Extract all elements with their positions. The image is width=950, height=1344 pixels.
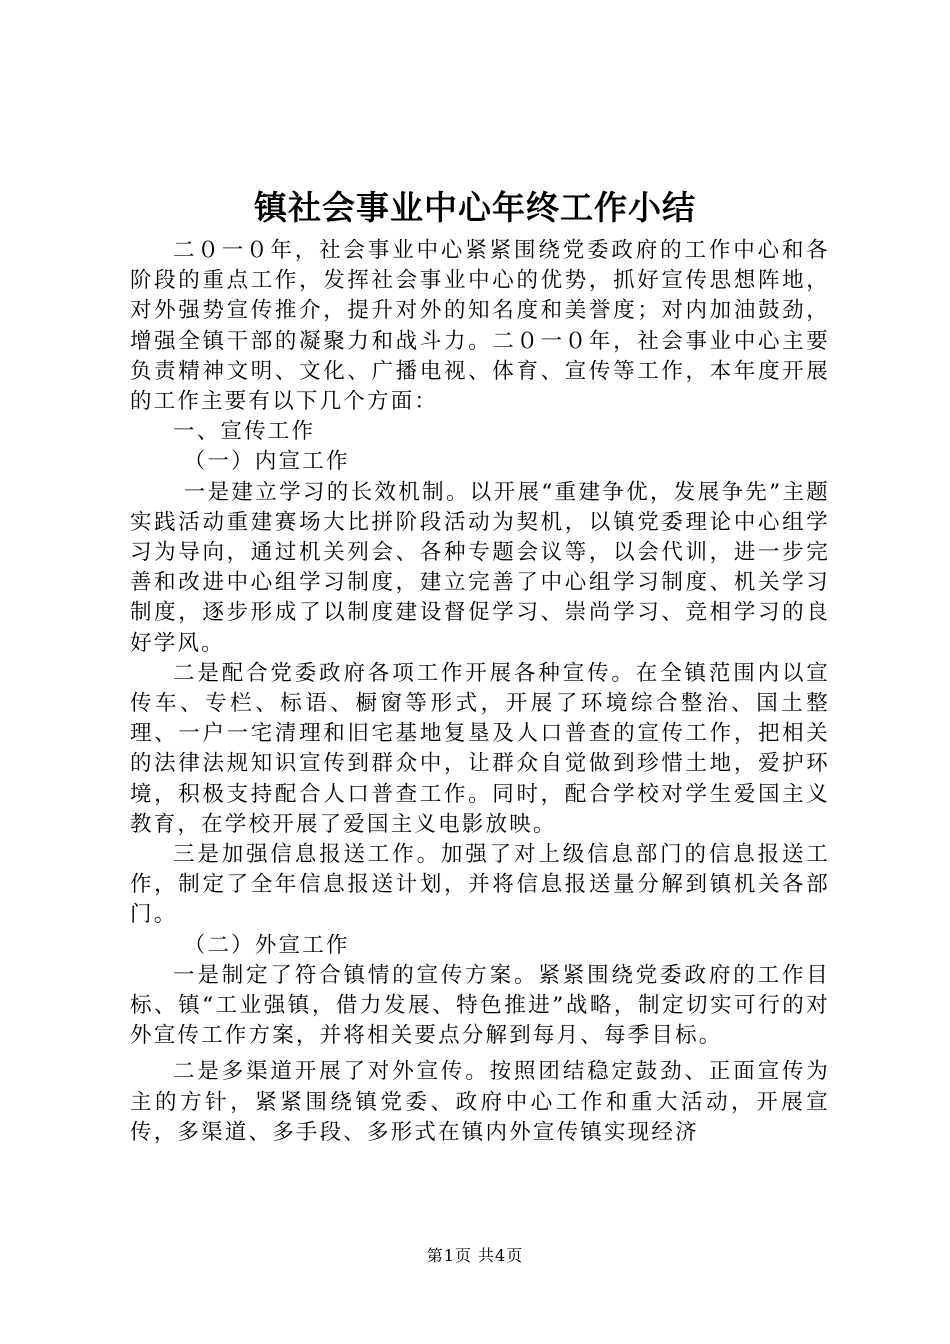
section-heading-publicity: 一、宣传工作 bbox=[173, 419, 316, 445]
subsection-heading-external: （二）外宣工作 bbox=[183, 932, 350, 958]
paragraph-information-reporting: 三是加强信息报送工作。加强了对上级信息部门的信息报送工作，制定了全年信息报送计划，并将信息报送量分解到镇机关各部门。 bbox=[130, 842, 830, 928]
paragraph-learning-mechanism: 一是建立学习的长效机制。以开展“重建争优，发展争先”主题实践活动重建赛场大比拼阶段活动为契机，以镇党委理论中心组学习为导向，通过机关列会、各种专题会议等，以会代训，进一步完善和改进中心组学习制度，建立完善了中心组学习制度、机关学习制度，逐步形成了以制度建设督促学习、崇尚学习、竞相学习的良好学风。 bbox=[130, 479, 830, 656]
intro-paragraph: 二０一０年，社会事业中心紧紧围绕党委政府的工作中心和各阶段的重点工作，发挥社会事业中心的优势，抓好宣传思想阵地，对外强势宣传推介，提升对外的知名度和美誉度；对内加油鼓劲，增强全镇干部的凝聚力和战斗力。二０一０年，社会事业中心主要负责精神文明、文化、广播电视、体育、宣传等工作，本年度开展的工作主要有以下几个方面： bbox=[130, 238, 830, 415]
document-body bbox=[130, 236, 830, 1148]
document-title: 镇社会事业中心年终工作小结 bbox=[254, 188, 696, 227]
paragraph-coordinated-publicity: 二是配合党委政府各项工作开展各种宣传。在全镇范围内以宣传车、专栏、标语、橱窗等形式，开展了环境综合整治、国土整理、一户一宅清理和旧宅基地复垦及人口普查的宣传工作，把相关的法律法规知识宣传到群众中，让群众自觉做到珍惜土地，爱护环境，积极支持配合人口普查工作。同时，配合学校对学生爱国主义教育，在学校开展了爱国主义电影放映。 bbox=[130, 660, 830, 837]
subsection-heading-internal: （一）内宣工作 bbox=[183, 449, 350, 475]
page-number-footer: 第1页 共4页 bbox=[426, 1246, 524, 1265]
paragraph-multichannel-publicity: 二是多渠道开展了对外宣传。按照团结稳定鼓劲、正面宣传为主的方针，紧紧围绕镇党委、政府中心工作和重大活动，开展宣传，多渠道、多手段、多形式在镇内外宣传镇实现经济 bbox=[130, 1059, 830, 1145]
paragraph-publicity-plan: 一是制定了符合镇情的宣传方案。紧紧围绕党委政府的工作目标、镇“工业强镇，借力发展、特色推进”战略，制定切实可行的对外宣传工作方案，并将相关要点分解到每月、每季目标。 bbox=[130, 962, 830, 1049]
